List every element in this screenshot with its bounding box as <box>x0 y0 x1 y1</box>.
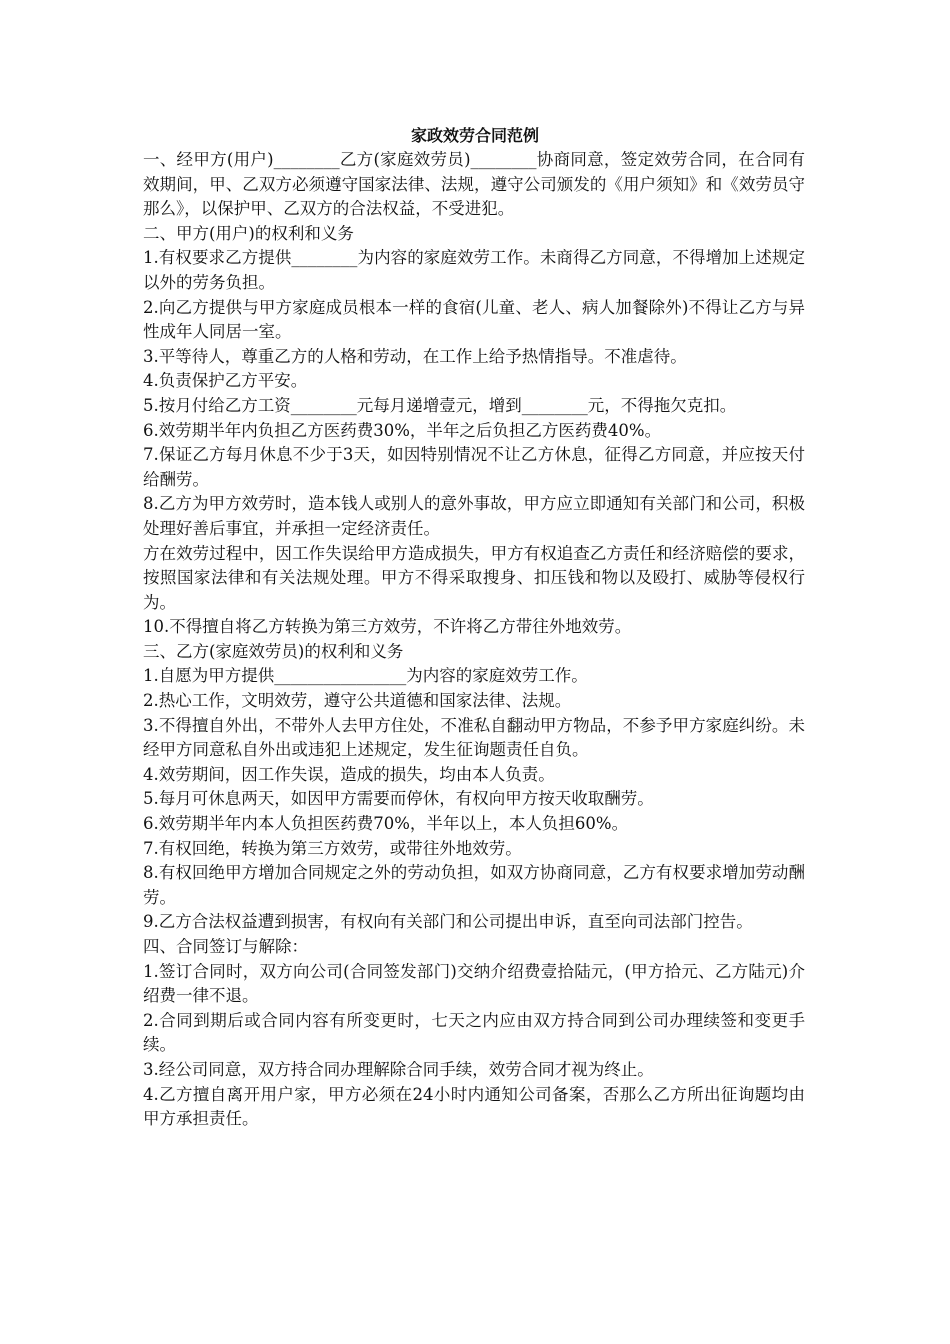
section-heading-contract: 四、合同签订与解除： <box>143 937 308 956</box>
party-a-clause-7: 7.保证乙方每月休息不少于3天，如因特别情况不让乙方休息，征得乙方同意，并应按天付给酬劳。 <box>143 445 805 489</box>
paragraph-intro: 一、经甲方(用户)________乙方(家庭效劳员)________协商同意，签定效劳合同，在合同有效期间，甲、乙双方必须遵守国家法律、法规，遵守公司颁发的《用户须知》和《效劳员守那么》，以保护甲、乙双方的合法权益，不受进犯。 <box>143 150 805 219</box>
document-title: 家政效劳合同范例 <box>410 126 539 145</box>
party-b-clause-2: 2.热心工作，文明效劳，遵守公共道德和国家法律、法规。 <box>143 691 572 711</box>
party-a-clause-8: 8.乙方为甲方效劳时，造本钱人或别人的意外事故，甲方应立即通知有关部门和公司，积极处理好善后事宜，并承担一定经济责任。 <box>143 494 805 538</box>
contract-clause-3: 3.经公司同意，双方持合同办理解除合同手续，效劳合同才视为终止。 <box>143 1059 654 1079</box>
section-heading-party-a: 二、甲方(用户)的权利和义务 <box>143 223 354 243</box>
party-a-clause-5: 5.按月付给乙方工资________元每月递增壹元，增到________元，不得拖欠克扣。 <box>143 395 737 415</box>
party-a-clause-2: 2.向乙方提供与甲方家庭成员根本一样的食宿(儿童、老人、病人加餐除外)不得让乙方与异性成年人同居一室。 <box>143 297 805 342</box>
contract-clause-1: 1.签订合同时，双方向公司(合同签发部门)交纳介绍费壹拾陆元，(甲方拾元、乙方陆元)介绍费一律不退。 <box>143 961 805 1006</box>
party-a-clause-4: 4.负责保护乙方平安。 <box>143 371 308 391</box>
party-a-clause-6: 6.效劳期半年内负担乙方医药费30%，半年之后负担乙方医药费40%。 <box>143 420 662 440</box>
party-b-clause-6: 6.效劳期半年内本人负担医药费70%，半年以上，本人负担60%。 <box>143 814 629 834</box>
party-b-clause-4: 4.效劳期间，因工作失误，造成的损失，均由本人负责。 <box>143 764 555 784</box>
contract-clause-2: 2.合同到期后或合同内容有所变更时，七天之内应由双方持合同到公司办理续签和变更手续。 <box>143 1010 805 1055</box>
section-heading-party-b: 三、乙方(家庭效劳员)的权利和义务 <box>143 641 404 661</box>
party-a-clause-10: 10.不得擅自将乙方转换为第三方效劳，不许将乙方带往外地效劳。 <box>143 617 632 637</box>
party-b-clause-5: 5.每月可休息两天，如因甲方需要而停休，有权向甲方按天收取酬劳。 <box>143 789 654 809</box>
party-a-clause-1: 1.有权要求乙方提供________为内容的家庭效劳工作。未商得乙方同意，不得增加上述规定以外的劳务负担。 <box>143 248 805 292</box>
party-b-clause-9: 9.乙方合法权益遭到损害，有权向有关部门和公司提出申诉，直至向司法部门控告。 <box>143 912 753 932</box>
party-b-clause-7: 7.有权回绝，转换为第三方效劳，或带往外地效劳。 <box>143 838 522 858</box>
document-body <box>143 148 805 1132</box>
party-b-clause-3: 3.不得擅自外出，不带外人去甲方住处，不准私自翻动甲方物品，不参予甲方家庭纠纷。未经甲方同意私自外出或违犯上述规定，发生征询题责任自负。 <box>143 715 805 760</box>
party-a-clause-9: 方在效劳过程中，因工作失误给甲方造成损失，甲方有权追查乙方责任和经济赔偿的要求，按照国家法律和有关法规处理。甲方不得采取搜身、扣压钱和物以及殴打、威胁等侵权行为。 <box>143 543 805 612</box>
contract-clause-4: 4.乙方擅自离开用户家，甲方必须在24小时内通知公司备案，否那么乙方所出征询题均由甲方承担责任。 <box>143 1084 805 1129</box>
party-b-clause-1: 1.自愿为甲方提供________________为内容的家庭效劳工作。 <box>143 666 588 686</box>
party-a-clause-3: 3.平等待人，尊重乙方的人格和劳动，在工作上给予热情指导。不准虐待。 <box>143 346 687 366</box>
party-b-clause-8: 8.有权回绝甲方增加合同规定之外的劳动负担，如双方协商同意，乙方有权要求增加劳动酬劳。 <box>143 863 805 907</box>
